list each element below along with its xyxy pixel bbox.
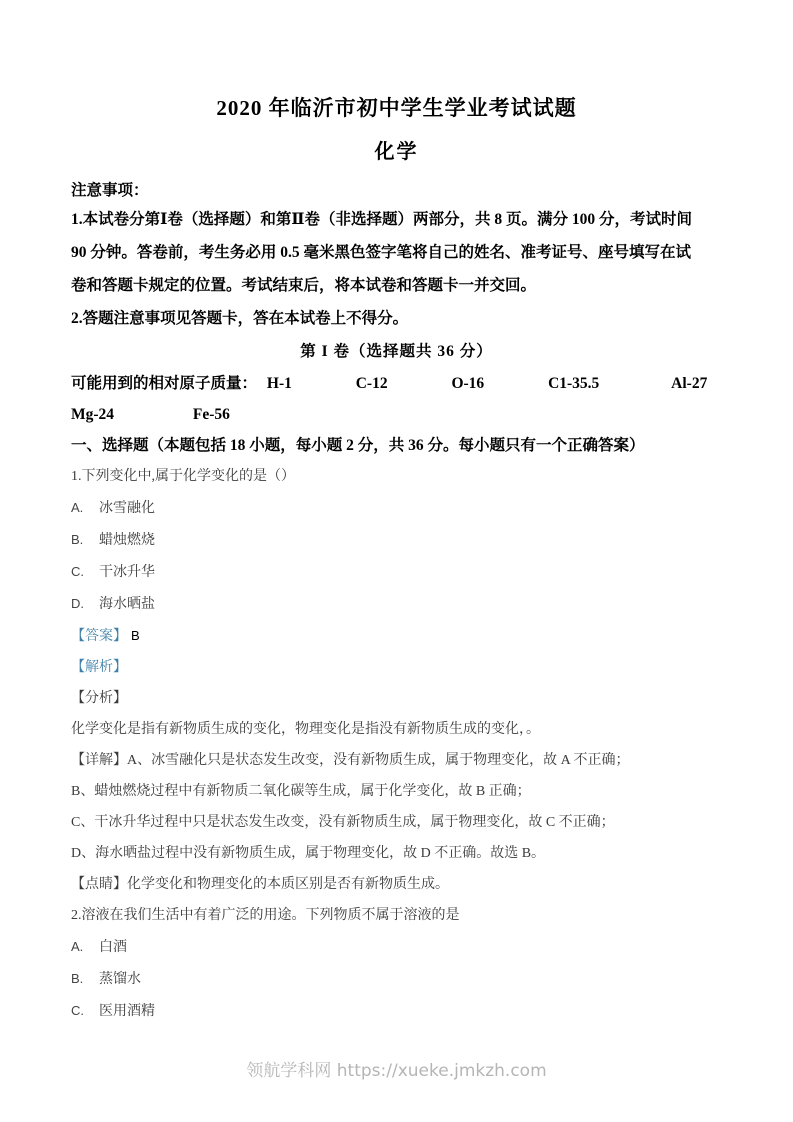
dianjing-line: 【点睛】化学变化和物理变化的本质区别是否有新物质生成。 [71, 877, 449, 892]
page-subject: 化学 [374, 141, 419, 163]
option-text: 干冰升华 [99, 565, 155, 580]
atomic-mass-value: O-16 [451, 375, 485, 392]
jiexi-label: 【解析】 [71, 660, 127, 675]
option-row [71, 963, 722, 995]
atomic-mass-value: Al-27 [671, 375, 708, 392]
option-text: 蒸馏水 [99, 972, 141, 987]
option-row [71, 556, 722, 588]
fenxi-text: 化学变化是指有新物质生成的变化，物理变化是指没有新物质生成的变化，。 [71, 722, 540, 737]
atomic-mass-row-2 [71, 399, 722, 430]
question1-stem: 1.下列变化中,属于化学变化的是（） [71, 469, 295, 484]
option-row [71, 931, 722, 963]
analysis-section-row [71, 652, 722, 683]
xiangjie-line: B、蜡烛燃烧过程中有新物质二氧化碳等生成，属于化学变化，故 B 正确； [71, 784, 531, 799]
answer-value: B [131, 628, 140, 643]
section1-header: 第 I 卷（选择题共 36 分） [300, 343, 493, 360]
part1-choice-header: 一、选择题（本题包括 18 小题，每小题 2 分，共 36 分。每小题只有一个正确答案） [71, 437, 645, 454]
option-text: 冰雪融化 [99, 501, 155, 516]
option-letter: A. [71, 939, 84, 954]
option-row [71, 524, 722, 556]
notice-line: 1.本试卷分第Ⅰ卷（选择题）和第Ⅱ卷（非选择题）两部分，共 8 页。满分 100 分，考试时间 [71, 211, 692, 228]
atomic-mass-row-1 [71, 368, 722, 399]
option-letter: B. [71, 971, 84, 986]
fenxi-label-row [71, 683, 722, 714]
notice-heading: 注意事项： [71, 182, 149, 199]
answer-row [71, 620, 722, 652]
option-letter: C. [71, 1003, 84, 1018]
answer-label: 【答案】 [71, 629, 127, 644]
question2-stem: 2.溶液在我们生活中有着广泛的用途。下列物质不属于溶液的是 [71, 908, 460, 923]
option-letter: A. [71, 500, 84, 515]
xiangjie-line: C、干冰升华过程中只是状态发生改变，没有新物质生成，属于物理变化，故 C 不正确； [71, 815, 615, 830]
option-text: 海水晒盐 [99, 597, 155, 612]
option-text: 白酒 [99, 940, 127, 955]
atomic-mass-value: Mg-24 [71, 406, 115, 423]
notice-line: 卷和答题卡规定的位置。考试结束后，将本试卷和答题卡一并交回。 [71, 277, 537, 294]
option-text: 蜡烛燃烧 [99, 533, 155, 548]
option-row [71, 995, 722, 1027]
site-watermark: 领航学科网 https://xueke.jmkzh.com [246, 1061, 547, 1081]
notice-line: 90 分钟。答卷前，考生务必用 0.5 毫米黑色签字笔将自己的姓名、准考证号、座号填写在试 [71, 244, 692, 261]
notice-line: 2.答题注意事项见答题卡，答在本试卷上不得分。 [71, 310, 409, 327]
xiangjie-line: D、海水晒盐过程中没有新物质生成，属于物理变化，故 D 不正确。故选 B。 [71, 846, 546, 861]
option-row [71, 588, 722, 620]
atomic-mass-label: 可能用到的相对原子质量： [71, 375, 258, 392]
xiangjie-line: 【详解】A、冰雪融化只是状态发生改变，没有新物质生成，属于物理变化，故 A 不正确； [71, 753, 630, 768]
option-letter: B. [71, 532, 84, 547]
atomic-mass-value: Fe-56 [192, 406, 230, 423]
atomic-mass-value: C1-35.5 [548, 375, 600, 392]
atomic-mass-value: H-1 [266, 375, 292, 392]
option-letter: D. [71, 596, 84, 611]
option-letter: C. [71, 564, 84, 579]
option-text: 医用酒精 [99, 1004, 155, 1019]
option-row [71, 492, 722, 524]
page-title: 2020 年临沂市初中学生学业考试试题 [216, 96, 577, 120]
fenxi-label: 【分析】 [71, 691, 127, 706]
atomic-mass-value: C-12 [355, 375, 388, 392]
